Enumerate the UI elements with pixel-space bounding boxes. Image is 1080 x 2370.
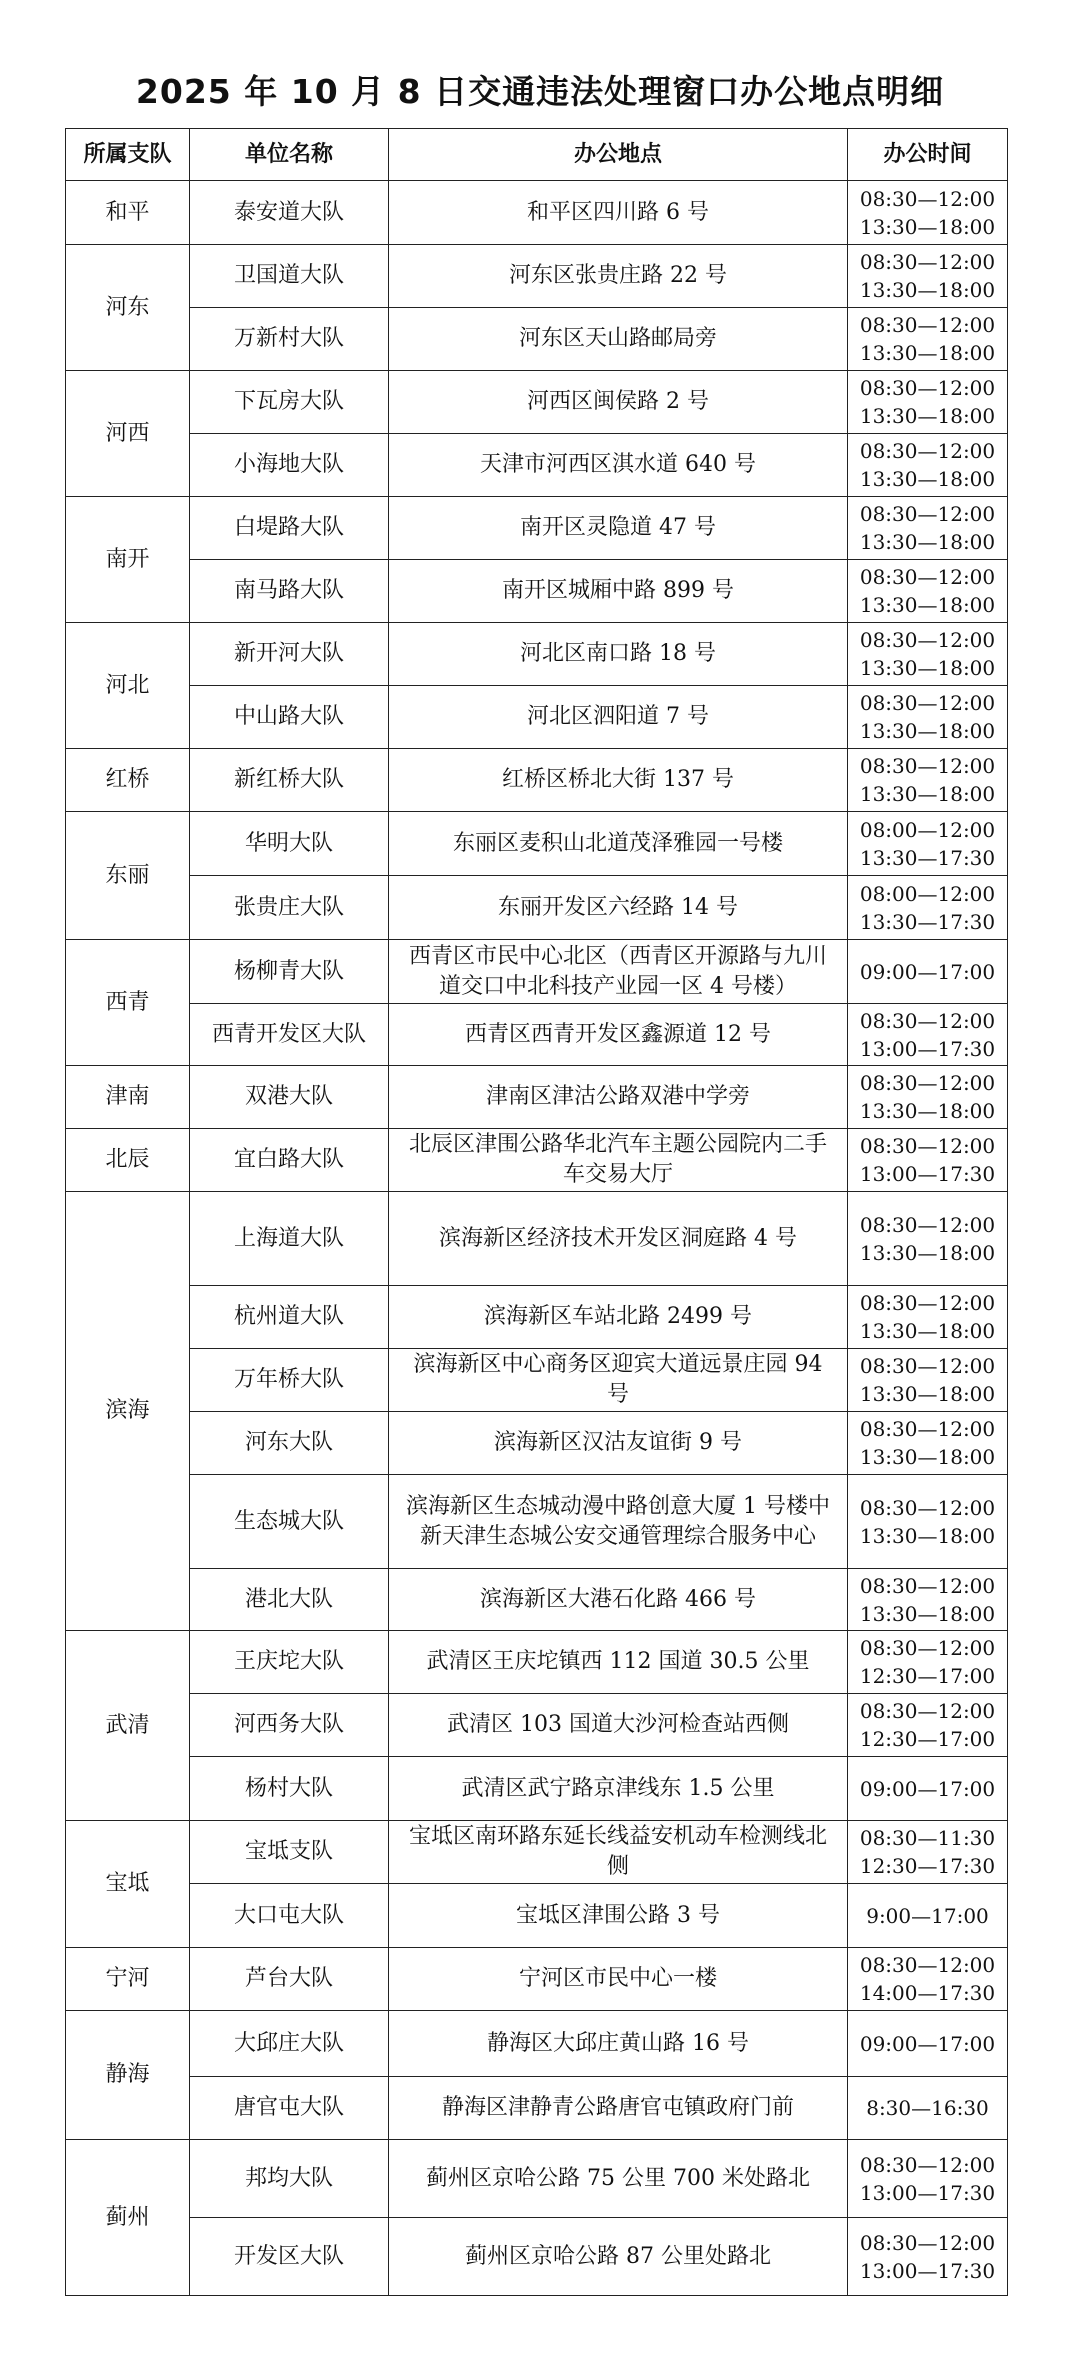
hours-cell <box>848 1412 1008 1475</box>
hours-cell <box>848 1129 1008 1192</box>
address-cell: 滨海新区中心商务区迎宾大道远景庄园 94 号 <box>389 1349 848 1412</box>
hours-line: 08:30—12:00 <box>859 1636 996 1660</box>
hours-line: 09:00—17:00 <box>859 2031 996 2056</box>
hours-cell <box>848 1569 1008 1631</box>
hours-line: 08:30—12:00 <box>859 1071 996 1095</box>
table-row <box>66 497 1008 560</box>
hours-line: 12:30—17:00 <box>859 1727 996 1751</box>
hours-line: 13:30—18:00 <box>859 467 996 491</box>
hours-line: 08:30—12:00 <box>859 1134 996 1158</box>
table-row <box>66 1192 1008 1286</box>
hours-line: 13:30—17:30 <box>859 845 996 870</box>
hours-line: 13:30—18:00 <box>859 1240 996 1265</box>
table-row <box>66 560 1008 623</box>
table-row <box>66 749 1008 812</box>
address-cell: 东丽开发区六经路 14 号 <box>389 876 848 940</box>
table-row <box>66 1884 1008 1948</box>
address-cell: 武清区武宁路京津线东 1.5 公里 <box>389 1757 848 1821</box>
address-cell: 和平区四川路 6 号 <box>389 181 848 245</box>
table-row <box>66 2011 1008 2077</box>
header-hours: 办公时间 <box>848 129 1008 181</box>
hours-line: 13:30—18:00 <box>859 404 996 428</box>
table-body <box>66 181 1008 2296</box>
unit-name-cell: 双港大队 <box>190 1066 389 1129</box>
table-row <box>66 2077 1008 2140</box>
detachment-cell: 西青 <box>66 940 190 1066</box>
hours-line: 08:30—12:00 <box>859 313 996 337</box>
hours-line: 08:00—12:00 <box>859 817 996 842</box>
header-unit: 单位名称 <box>190 129 389 181</box>
unit-name-cell: 卫国道大队 <box>190 245 389 308</box>
address-cell: 宝坻区南环路东延长线益安机动车检测线北侧 <box>389 1821 848 1884</box>
detachment-cell: 北辰 <box>66 1129 190 1192</box>
table-row <box>66 812 1008 876</box>
table-row <box>66 1349 1008 1412</box>
address-cell: 静海区大邱庄黄山路 16 号 <box>389 2011 848 2077</box>
hours-cell <box>848 1475 1008 1569</box>
hours-cell <box>848 371 1008 434</box>
table-row <box>66 1948 1008 2011</box>
table-row <box>66 1569 1008 1631</box>
unit-name-cell: 港北大队 <box>190 1569 389 1631</box>
unit-name-cell: 宜白路大队 <box>190 1129 389 1192</box>
hours-line: 14:00—17:30 <box>859 1981 996 2005</box>
hours-cell <box>848 497 1008 560</box>
unit-name-cell: 王庆坨大队 <box>190 1631 389 1694</box>
unit-name-cell: 杨柳青大队 <box>190 940 389 1004</box>
address-cell: 红桥区桥北大街 137 号 <box>389 749 848 812</box>
table-row <box>66 940 1008 1004</box>
table-row <box>66 1129 1008 1192</box>
unit-name-cell: 下瓦房大队 <box>190 371 389 434</box>
hours-line: 9:00—17:00 <box>866 1903 989 1928</box>
hours-cell <box>848 308 1008 371</box>
address-cell: 静海区津静青公路唐官屯镇政府门前 <box>389 2077 848 2140</box>
detachment-cell: 宁河 <box>66 1948 190 2011</box>
hours-cell <box>848 434 1008 497</box>
hours-line: 13:30—18:00 <box>859 530 996 554</box>
address-cell: 北辰区津围公路华北汽车主题公园院内二手车交易大厅 <box>389 1129 848 1192</box>
hours-line: 13:00—17:30 <box>859 1162 996 1186</box>
hours-cell <box>848 2077 1008 2140</box>
detachment-cell: 和平 <box>66 181 190 245</box>
address-cell: 南开区灵隐道 47 号 <box>389 497 848 560</box>
header-address: 办公地点 <box>389 129 848 181</box>
office-table <box>65 128 1008 2296</box>
hours-line: 13:30—17:30 <box>859 909 996 934</box>
hours-line: 13:00—17:30 <box>859 2258 996 2283</box>
hours-line: 08:30—12:00 <box>859 565 996 589</box>
hours-cell <box>848 686 1008 749</box>
unit-name-cell: 南马路大队 <box>190 560 389 623</box>
address-cell: 津南区津沽公路双港中学旁 <box>389 1066 848 1129</box>
unit-name-cell: 芦台大队 <box>190 1948 389 2011</box>
hours-line: 08:30—12:00 <box>859 1008 996 1033</box>
hours-cell <box>848 2011 1008 2077</box>
unit-name-cell: 新红桥大队 <box>190 749 389 812</box>
hours-line: 08:30—12:00 <box>859 754 996 778</box>
unit-name-cell: 万新村大队 <box>190 308 389 371</box>
hours-line: 08:00—12:00 <box>859 881 996 906</box>
address-cell: 滨海新区车站北路 2499 号 <box>389 1286 848 1349</box>
table-row <box>66 181 1008 245</box>
hours-line: 13:00—17:30 <box>859 1036 996 1061</box>
hours-cell <box>848 1066 1008 1129</box>
hours-line: 12:30—17:00 <box>859 1664 996 1688</box>
table-row <box>66 1004 1008 1066</box>
hours-cell <box>848 245 1008 308</box>
table-row <box>66 1475 1008 1569</box>
table-row <box>66 371 1008 434</box>
hours-line: 08:30—11:30 <box>859 1826 996 1850</box>
unit-name-cell: 泰安道大队 <box>190 181 389 245</box>
hours-line: 13:30—18:00 <box>859 719 996 743</box>
hours-line: 08:30—12:00 <box>859 1699 996 1723</box>
address-cell: 西青区市民中心北区（西青区开源路与九川道交口中北科技产业园一区 4 号楼） <box>389 940 848 1004</box>
hours-line: 08:30—12:00 <box>859 1212 996 1237</box>
table-row <box>66 876 1008 940</box>
address-cell: 河北区南口路 18 号 <box>389 623 848 686</box>
hours-line: 08:30—12:00 <box>859 2230 996 2255</box>
hours-line: 13:30—18:00 <box>859 656 996 680</box>
hours-line: 08:30—12:00 <box>859 628 996 652</box>
hours-line: 08:30—12:00 <box>859 376 996 400</box>
hours-cell <box>848 812 1008 876</box>
hours-line: 08:30—12:00 <box>859 250 996 274</box>
unit-name-cell: 小海地大队 <box>190 434 389 497</box>
unit-name-cell: 万年桥大队 <box>190 1349 389 1412</box>
unit-name-cell: 唐官屯大队 <box>190 2077 389 2140</box>
detachment-cell: 津南 <box>66 1066 190 1129</box>
address-cell: 南开区城厢中路 899 号 <box>389 560 848 623</box>
hours-line: 09:00—17:00 <box>859 959 996 984</box>
hours-line: 12:30—17:30 <box>859 1854 996 1878</box>
address-cell: 河东区天山路邮局旁 <box>389 308 848 371</box>
table-row <box>66 1631 1008 1694</box>
detachment-cell: 东丽 <box>66 812 190 940</box>
detachment-cell: 河北 <box>66 623 190 749</box>
address-cell: 河西区闽侯路 2 号 <box>389 371 848 434</box>
header-detachment: 所属支队 <box>66 129 190 181</box>
hours-cell <box>848 1192 1008 1286</box>
hours-cell <box>848 1884 1008 1948</box>
table-row <box>66 1066 1008 1129</box>
unit-name-cell: 生态城大队 <box>190 1475 389 1569</box>
hours-line: 8:30—16:30 <box>866 2096 989 2120</box>
address-cell: 蓟州区京哈公路 75 公里 700 米处路北 <box>389 2140 848 2218</box>
unit-name-cell: 上海道大队 <box>190 1192 389 1286</box>
unit-name-cell: 新开河大队 <box>190 623 389 686</box>
hours-cell <box>848 1004 1008 1066</box>
hours-cell <box>848 1631 1008 1694</box>
hours-cell <box>848 181 1008 245</box>
table-row <box>66 1821 1008 1884</box>
table-row <box>66 623 1008 686</box>
hours-line: 13:30—18:00 <box>859 1523 996 1548</box>
address-cell: 宁河区市民中心一楼 <box>389 1948 848 2011</box>
detachment-cell: 滨海 <box>66 1192 190 1631</box>
unit-name-cell: 河西务大队 <box>190 1694 389 1757</box>
table-row <box>66 1286 1008 1349</box>
address-cell: 河北区泗阳道 7 号 <box>389 686 848 749</box>
hours-line: 08:30—12:00 <box>859 2152 996 2177</box>
hours-line: 13:00—17:30 <box>859 2180 996 2205</box>
address-cell: 滨海新区经济技术开发区洞庭路 4 号 <box>389 1192 848 1286</box>
hours-line: 08:30—12:00 <box>859 1354 996 1378</box>
table-row <box>66 308 1008 371</box>
unit-name-cell: 邦均大队 <box>190 2140 389 2218</box>
unit-name-cell: 张贵庄大队 <box>190 876 389 940</box>
unit-name-cell: 杭州道大队 <box>190 1286 389 1349</box>
table-row <box>66 434 1008 497</box>
detachment-cell: 静海 <box>66 2011 190 2140</box>
hours-line: 08:30—12:00 <box>859 1417 996 1441</box>
address-cell: 天津市河西区淇水道 640 号 <box>389 434 848 497</box>
hours-line: 13:30—18:00 <box>859 1445 996 1469</box>
hours-cell <box>848 2140 1008 2218</box>
hours-cell <box>848 1694 1008 1757</box>
detachment-cell: 河西 <box>66 371 190 497</box>
hours-line: 09:00—17:00 <box>859 1776 996 1801</box>
unit-name-cell: 大邱庄大队 <box>190 2011 389 2077</box>
hours-line: 08:30—12:00 <box>859 1953 996 1977</box>
address-cell: 滨海新区大港石化路 466 号 <box>389 1569 848 1631</box>
hours-cell <box>848 940 1008 1004</box>
detachment-cell: 宝坻 <box>66 1821 190 1948</box>
hours-line: 13:30—18:00 <box>859 593 996 617</box>
table-row <box>66 245 1008 308</box>
hours-line: 08:30—12:00 <box>859 1573 996 1598</box>
address-cell: 蓟州区京哈公路 87 公里处路北 <box>389 2218 848 2296</box>
address-cell: 河东区张贵庄路 22 号 <box>389 245 848 308</box>
hours-cell <box>848 560 1008 623</box>
hours-cell <box>848 1349 1008 1412</box>
unit-name-cell: 大口屯大队 <box>190 1884 389 1948</box>
unit-name-cell: 中山路大队 <box>190 686 389 749</box>
hours-cell <box>848 2218 1008 2296</box>
hours-line: 08:30—12:00 <box>859 1495 996 1520</box>
unit-name-cell: 开发区大队 <box>190 2218 389 2296</box>
hours-cell <box>848 623 1008 686</box>
table-row <box>66 686 1008 749</box>
detachment-cell: 河东 <box>66 245 190 371</box>
hours-line: 13:30—18:00 <box>859 1099 996 1123</box>
hours-line: 13:30—18:00 <box>859 341 996 365</box>
address-cell: 西青区西青开发区鑫源道 12 号 <box>389 1004 848 1066</box>
hours-line: 08:30—12:00 <box>859 186 996 211</box>
hours-cell <box>848 1948 1008 2011</box>
hours-line: 13:30—18:00 <box>859 1319 996 1343</box>
hours-cell <box>848 1821 1008 1884</box>
unit-name-cell: 宝坻支队 <box>190 1821 389 1884</box>
address-cell: 武清区王庆坨镇西 112 国道 30.5 公里 <box>389 1631 848 1694</box>
address-cell: 武清区 103 国道大沙河检查站西侧 <box>389 1694 848 1757</box>
hours-line: 13:30—18:00 <box>859 278 996 302</box>
unit-name-cell: 西青开发区大队 <box>190 1004 389 1066</box>
address-cell: 宝坻区津围公路 3 号 <box>389 1884 848 1948</box>
hours-line: 08:30—12:00 <box>859 502 996 526</box>
unit-name-cell: 白堤路大队 <box>190 497 389 560</box>
hours-line: 08:30—12:00 <box>859 1291 996 1315</box>
table-row <box>66 1412 1008 1475</box>
hours-line: 13:30—18:00 <box>859 782 996 806</box>
detachment-cell: 武清 <box>66 1631 190 1821</box>
header-row <box>66 129 1008 181</box>
address-cell: 滨海新区汉沽友谊街 9 号 <box>389 1412 848 1475</box>
table-row <box>66 2140 1008 2218</box>
hours-line: 08:30—12:00 <box>859 691 996 715</box>
address-cell: 东丽区麦积山北道茂泽雅园一号楼 <box>389 812 848 876</box>
hours-cell <box>848 749 1008 812</box>
table-row <box>66 1757 1008 1821</box>
unit-name-cell: 华明大队 <box>190 812 389 876</box>
detachment-cell: 蓟州 <box>66 2140 190 2296</box>
hours-line: 13:30—18:00 <box>859 1601 996 1626</box>
detachment-cell: 红桥 <box>66 749 190 812</box>
hours-line: 13:30—18:00 <box>859 1382 996 1406</box>
hours-cell <box>848 1286 1008 1349</box>
hours-line: 13:30—18:00 <box>859 214 996 239</box>
hours-line: 08:30—12:00 <box>859 439 996 463</box>
address-cell: 滨海新区生态城动漫中路创意大厦 1 号楼中新天津生态城公安交通管理综合服务中心 <box>389 1475 848 1569</box>
table-row <box>66 2218 1008 2296</box>
hours-cell <box>848 876 1008 940</box>
unit-name-cell: 河东大队 <box>190 1412 389 1475</box>
table-row <box>66 1694 1008 1757</box>
hours-cell <box>848 1757 1008 1821</box>
page-title: 2025 年 10 月 8 日交通违法处理窗口办公地点明细 <box>135 72 945 111</box>
detachment-cell: 南开 <box>66 497 190 623</box>
unit-name-cell: 杨村大队 <box>190 1757 389 1821</box>
